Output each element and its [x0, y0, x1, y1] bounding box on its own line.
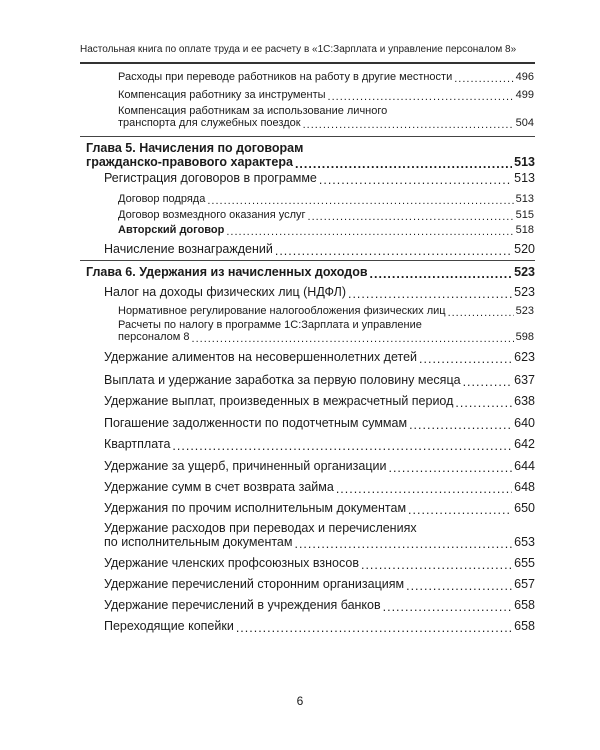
toc-chapter-entry[interactable]: [86, 265, 535, 279]
toc-page-number: 644: [514, 459, 535, 473]
leader-dots: [303, 118, 514, 129]
toc-entry-title: Выплата и удержание заработка за первую половину месяца: [104, 373, 461, 387]
toc-entry-title: Расходы при переводе работников на работу в другие местности: [118, 71, 453, 83]
toc-page-number: 523: [515, 305, 534, 317]
toc-entry[interactable]: [118, 71, 534, 83]
toc-entry[interactable]: [104, 416, 535, 430]
toc-entry-title: Удержание за ущерб, причиненный организации: [104, 459, 387, 473]
toc-page-number: 623: [514, 350, 535, 364]
toc-entry[interactable]: [104, 556, 535, 570]
toc-page-number: 650: [514, 501, 535, 515]
leader-dots: [275, 244, 512, 257]
toc-entry-title-line: транспорта для служебных поездок: [118, 117, 301, 129]
toc-entry[interactable]: [104, 394, 535, 408]
toc-entry[interactable]: [104, 619, 535, 633]
leader-dots: [336, 482, 512, 495]
leader-dots: [454, 72, 513, 83]
leader-dots: [172, 439, 512, 452]
leader-dots: [361, 558, 512, 571]
toc-entry-title: Налог на доходы физических лиц (НДФЛ): [104, 285, 346, 299]
toc-entry[interactable]: [104, 437, 535, 451]
toc-page-number: 653: [514, 535, 535, 549]
toc-page-number: 504: [515, 117, 534, 129]
leader-dots: [319, 173, 512, 186]
toc-chapter-title: Глава 6. Удержания из начисленных доходов: [86, 265, 368, 279]
toc-entry-title-line: Компенсация работникам за использование личного: [118, 105, 388, 117]
leader-dots: [192, 332, 514, 343]
toc-entry-title: Регистрация договоров в программе: [104, 171, 317, 185]
toc-page-number: 515: [515, 209, 534, 221]
toc-page-number: 658: [514, 619, 535, 633]
toc-page-number: 598: [515, 331, 534, 343]
toc-entry-title: Удержание сумм в счет возврата займа: [104, 480, 334, 494]
toc-chapter-title-line: Глава 5. Начисления по договорам: [86, 141, 304, 155]
leader-dots: [388, 461, 512, 474]
leader-dots: [406, 579, 512, 592]
toc-page-number: 523: [514, 285, 535, 299]
toc-entry[interactable]: [104, 171, 535, 185]
leader-dots: [383, 600, 513, 613]
toc-chapter-title-line: гражданско-правового характера: [86, 155, 293, 169]
toc-entry[interactable]: [104, 598, 535, 612]
toc-entry-title: Договор подряда: [118, 193, 206, 205]
toc-page-number: 655: [514, 556, 535, 570]
toc-page-number: 657: [514, 577, 535, 591]
toc-entry[interactable]: [118, 105, 534, 129]
toc-entry[interactable]: [104, 242, 535, 256]
toc-page-number: 513: [515, 193, 534, 205]
toc-entry-title: Удержания по прочим исполнительным документам: [104, 501, 407, 515]
leader-dots: [455, 396, 512, 409]
toc-entry[interactable]: [118, 224, 534, 236]
toc-entry[interactable]: [118, 305, 534, 317]
toc-page-number: 642: [514, 437, 535, 451]
toc-page-number: 637: [514, 373, 535, 387]
toc-entry-title-line: Удержание расходов при переводах и перечислениях: [104, 521, 417, 535]
toc-entry[interactable]: [118, 89, 534, 101]
leader-dots: [294, 537, 512, 550]
toc-entry-title: Удержание выплат, произведенных в межрасчетный период: [104, 394, 454, 408]
toc-entry[interactable]: [104, 373, 535, 387]
leader-dots: [463, 375, 513, 388]
toc-chapter-entry[interactable]: [86, 141, 535, 169]
leader-dots: [448, 306, 514, 317]
leader-dots: [295, 157, 512, 170]
toc-entry-title-line: персоналом 8: [118, 331, 190, 343]
toc-page-number: 648: [514, 480, 535, 494]
toc-entry[interactable]: [104, 521, 535, 549]
toc-entry-title: Начисление вознаграждений: [104, 242, 273, 256]
section-divider: [80, 136, 535, 137]
toc-page-number: 640: [514, 416, 535, 430]
leader-dots: [348, 287, 512, 300]
toc-entry[interactable]: [104, 285, 535, 299]
toc-entry-title: Переходящие копейки: [104, 619, 234, 633]
toc-page-number: 658: [514, 598, 535, 612]
toc-entry[interactable]: [104, 577, 535, 591]
leader-dots: [408, 503, 512, 516]
toc-entry[interactable]: [104, 480, 535, 494]
toc-entry[interactable]: [104, 350, 535, 364]
toc-entry[interactable]: [118, 319, 534, 343]
toc-entry-title: Квартплата: [104, 437, 171, 451]
toc-page-number: 518: [515, 224, 534, 236]
toc-entry-title: Удержание алиментов на несовершеннолетних детей: [104, 350, 418, 364]
toc-entry[interactable]: [104, 459, 535, 473]
toc-entry-title: Компенсация работнику за инструменты: [118, 89, 326, 101]
leader-dots: [207, 194, 513, 205]
leader-dots: [236, 621, 512, 634]
section-divider: [80, 260, 535, 261]
page-number: 6: [296, 694, 304, 708]
leader-dots: [370, 267, 513, 280]
toc-entry-title: Удержание членских профсоюзных взносов: [104, 556, 359, 570]
toc-entry-title: Удержание перечислений в учреждения банков: [104, 598, 381, 612]
toc-entry[interactable]: [118, 209, 534, 221]
leader-dots: [328, 90, 514, 101]
toc-page-number: 513: [514, 171, 535, 185]
leader-dots: [308, 210, 514, 221]
toc-entry-title: Удержание перечислений сторонним организациям: [104, 577, 405, 591]
toc-page-number: 499: [515, 89, 534, 101]
toc-entry[interactable]: [118, 193, 534, 205]
toc-page-number: 496: [515, 71, 534, 83]
toc-entry[interactable]: [104, 501, 535, 515]
toc-entry-title-line: Расчеты по налогу в программе 1С:Зарплата и управление: [118, 319, 422, 331]
toc-page-number: 638: [514, 394, 535, 408]
toc-entry-title: Договор возмездного оказания услуг: [118, 209, 306, 221]
toc-entry-title-line: по исполнительным документам: [104, 535, 293, 549]
toc-page-number: 523: [514, 265, 535, 279]
running-header: Настольная книга по оплате труда и ее расчету в «1С:Зарплата и управление персоналом 8»: [80, 44, 517, 55]
leader-dots: [226, 225, 513, 236]
toc-entry-title: Погашение задолженности по подотчетным суммам: [104, 416, 408, 430]
leader-dots: [419, 352, 512, 365]
toc-entry-title: Авторский договор: [118, 224, 225, 236]
leader-dots: [409, 418, 512, 431]
toc-page-number: 520: [514, 242, 535, 256]
toc-entry-title: Нормативное регулирование налогообложения физических лиц: [118, 305, 446, 317]
toc-page-number: 513: [514, 155, 535, 169]
